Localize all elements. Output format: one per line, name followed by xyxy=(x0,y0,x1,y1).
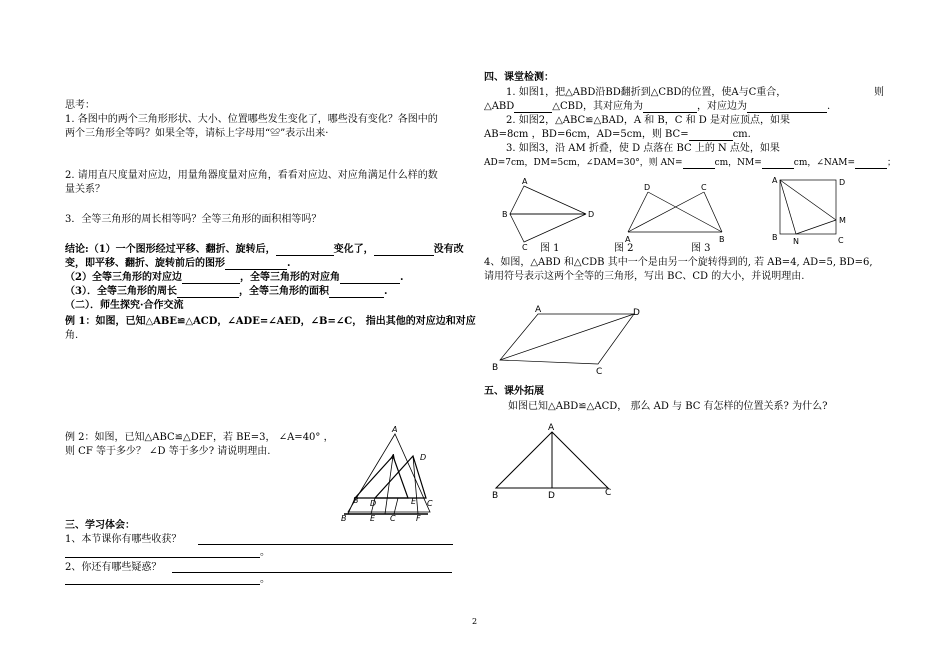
ex2-label-d: D xyxy=(420,453,427,462)
fig2-label-b: B xyxy=(719,235,725,244)
semicolon: ； xyxy=(887,158,897,168)
figure-2-caption: 图 2 xyxy=(614,243,634,254)
blank[interactable] xyxy=(855,158,887,169)
question-1-line-2: 两个三角形全等吗？如果全等，请标上字母用“≌”表示出来· xyxy=(65,128,329,139)
answer-line[interactable] xyxy=(198,544,453,545)
q5-label-b: B xyxy=(492,491,499,501)
q4-label-c: C xyxy=(596,367,603,376)
blank[interactable] xyxy=(182,273,240,284)
q5-label-c: C xyxy=(605,488,612,498)
fig3-label-n: N xyxy=(793,237,799,246)
blank[interactable] xyxy=(683,158,715,169)
test-4-line-1: 4、如图，△ABD 和△CDB 其中一个是由另一个旋转得到的, 若 AB=4, AD=5, BD=6, xyxy=(484,257,873,268)
fig1-label-b: B xyxy=(502,210,508,219)
fig3-label-a: A xyxy=(772,176,778,185)
example-1-line-2: 角. xyxy=(65,330,79,341)
figure-1 xyxy=(500,176,600,252)
ex2-label-a: A xyxy=(390,453,396,462)
page-number: 2 xyxy=(472,617,478,626)
section-5-heading: 五、课外拓展 xyxy=(484,386,544,397)
fig2-label-d: D xyxy=(644,183,651,192)
question-5-figure xyxy=(488,420,618,502)
test-1-text-c: ，对应边为 xyxy=(697,101,747,112)
test-3-text-b: cm，NM= xyxy=(714,158,762,168)
reflection-2 xyxy=(65,562,161,574)
example-1-text: 例 1：如图，已知△ABE≌△ACD，∠ADE=∠AED，∠B=∠C， 指出其他的对应边和对应 xyxy=(65,316,476,327)
ex2-label-c: C xyxy=(427,499,433,508)
ex2-label-a-top: A xyxy=(392,425,398,434)
example-2-line-1: 例 2：如图，已知△ABC≌△DEF，若 BE=3， ∠A=40° ， xyxy=(65,432,334,443)
conclusion-3-text-b: ，全等三角形的面积 xyxy=(238,286,329,297)
fig3-label-b: B xyxy=(772,233,778,242)
fig2-label-a: A xyxy=(625,235,631,244)
conclusion-line-2 xyxy=(65,258,290,270)
conclusion-line-1 xyxy=(65,244,464,256)
q4-label-a: A xyxy=(535,305,542,315)
fig3-label-c: C xyxy=(838,236,844,245)
fig1-label-c: C xyxy=(522,243,528,252)
blank[interactable] xyxy=(747,102,827,113)
period: 。 xyxy=(260,547,270,558)
ex2-label-e2: E xyxy=(370,514,376,522)
think-title: 思考： xyxy=(65,100,95,111)
period: . xyxy=(399,272,404,283)
q4-label-b: B xyxy=(492,363,499,373)
conclusion-text-b: 变化了， xyxy=(333,244,374,255)
ex2-label-e: E xyxy=(411,497,417,506)
answer-line[interactable] xyxy=(65,557,260,558)
ex2-label-b2: B xyxy=(341,514,347,522)
blank[interactable] xyxy=(374,245,434,256)
question-2-line-1: 2. 请用直尺度量对应边，用量角器度量对应角，看看对应边、对应角满足什么样的数 xyxy=(65,170,438,181)
test-3-text-c: cm，∠NAM= xyxy=(793,158,856,168)
blank[interactable] xyxy=(762,158,794,169)
fig1-label-d: D xyxy=(588,210,595,219)
conclusion-text-d: 变，即平移、翻折、旋转前后的图形 xyxy=(65,258,225,269)
test-3-line-1: 3. 如图3，沿 AM 折叠，使 D 点落在 BC 上的 N 点处，如果 xyxy=(506,143,780,154)
test-1-text-b: △CBD，其对应角为 xyxy=(552,101,643,112)
test-4-line-2: 请用符号表示这两个全等的三角形，写出 BC、CD 的大小，并说明理由. xyxy=(484,271,805,282)
fig3-label-d: D xyxy=(839,178,846,187)
blank[interactable] xyxy=(514,102,552,113)
conclusion-3-text-a: （3）．全等三角形的周长 xyxy=(65,286,177,297)
figure-3 xyxy=(768,174,858,246)
conclusion-2 xyxy=(65,272,403,284)
ex2-label-c2: C xyxy=(390,514,396,522)
period: . xyxy=(287,258,291,269)
blank[interactable] xyxy=(225,259,287,270)
example-2-line-2: 则 CF 等于多少？ ∠D 等于多少? 请说明理由. xyxy=(65,446,271,457)
blank[interactable] xyxy=(329,287,384,298)
test-2-line-1: 2. 如图2，△ABC≌△BAD，A 和 B，C 和 D 是对应顶点，如果 xyxy=(506,115,790,126)
ex2-label-f: F xyxy=(416,514,421,522)
section-3-heading: 三、学习体会： xyxy=(65,520,135,531)
test-1-then: 则 xyxy=(874,87,884,98)
test-1-line-1: 1. 如图1，把△ABD沿BD翻折到△CBD的位置，使A与C重合， xyxy=(506,87,787,98)
fig3-label-m: M xyxy=(839,216,846,225)
q4-label-d: D xyxy=(633,308,640,318)
blank[interactable] xyxy=(689,130,733,141)
figure-1-caption: 图 1 xyxy=(540,243,560,254)
figure-3-caption: 图 3 xyxy=(691,243,711,254)
question-4-figure xyxy=(486,304,656,376)
figure-2 xyxy=(622,180,732,244)
blank[interactable] xyxy=(177,287,239,298)
test-2-text-b: cm. xyxy=(732,129,751,140)
section-4-heading: 四、课堂检测： xyxy=(484,72,554,83)
section-2-heading: （二）．师生探究·合作交流 xyxy=(65,300,184,311)
question-1-line-1: 1. 各图中的两个三角形形状、大小、位置哪些发生变化了，哪些没有变化？各图中的 xyxy=(65,114,438,125)
example-1-line-1 xyxy=(65,316,476,328)
test-1-text-a: △ABD xyxy=(484,101,515,112)
reflection-2-label: 2、你还有哪些疑惑？ xyxy=(65,562,162,573)
ex2-label-d2: D xyxy=(370,499,377,508)
test-2-line-2 xyxy=(484,129,751,141)
test-2-text-a: AB=8cm ，BD=6cm，AD=5cm，则 BC= xyxy=(484,129,689,140)
conclusion-text-a: 结论:（1）一个图形经过平移、翻折、旋转后， xyxy=(65,244,276,255)
question-3: 3．全等三角形的周长相等吗？全等三角形的面积相等吗？ xyxy=(65,214,322,225)
reflection-1 xyxy=(65,534,181,546)
conclusion-2-text-a: （2）全等三角形的对应边 xyxy=(65,272,182,283)
test-1-line-2 xyxy=(484,101,830,113)
blank[interactable] xyxy=(643,102,697,113)
answer-line[interactable] xyxy=(65,584,260,585)
blank[interactable] xyxy=(276,245,334,256)
q5-label-d: D xyxy=(548,491,555,501)
example-2-figure xyxy=(338,422,438,522)
blank[interactable] xyxy=(340,273,400,284)
question-2-line-2: 量关系？ xyxy=(65,184,105,195)
period: . xyxy=(383,286,388,297)
extension-question: 如图已知△ABD≌△ACD， 那么 AD 与 BC 有怎样的位置关系? 为什么? xyxy=(508,401,828,412)
conclusion-text-c: 没有改 xyxy=(433,244,464,255)
fig1-label-a: A xyxy=(522,177,528,186)
conclusion-2-text-b: ，全等三角形的对应角 xyxy=(239,272,340,283)
q5-label-a: A xyxy=(548,423,555,433)
answer-line[interactable] xyxy=(172,572,452,573)
test-3-text-a: AD=7cm，DM=5cm，∠DAM=30°，则 AN= xyxy=(484,158,683,168)
conclusion-3 xyxy=(65,286,387,298)
period: . xyxy=(827,101,831,112)
fig2-label-c: C xyxy=(701,183,707,192)
ex2-label-b: B xyxy=(353,496,359,505)
test-3-line-2 xyxy=(484,157,896,169)
period: 。 xyxy=(260,574,270,585)
reflection-1-label: 1、本节课你有哪些收获？ xyxy=(65,534,182,545)
